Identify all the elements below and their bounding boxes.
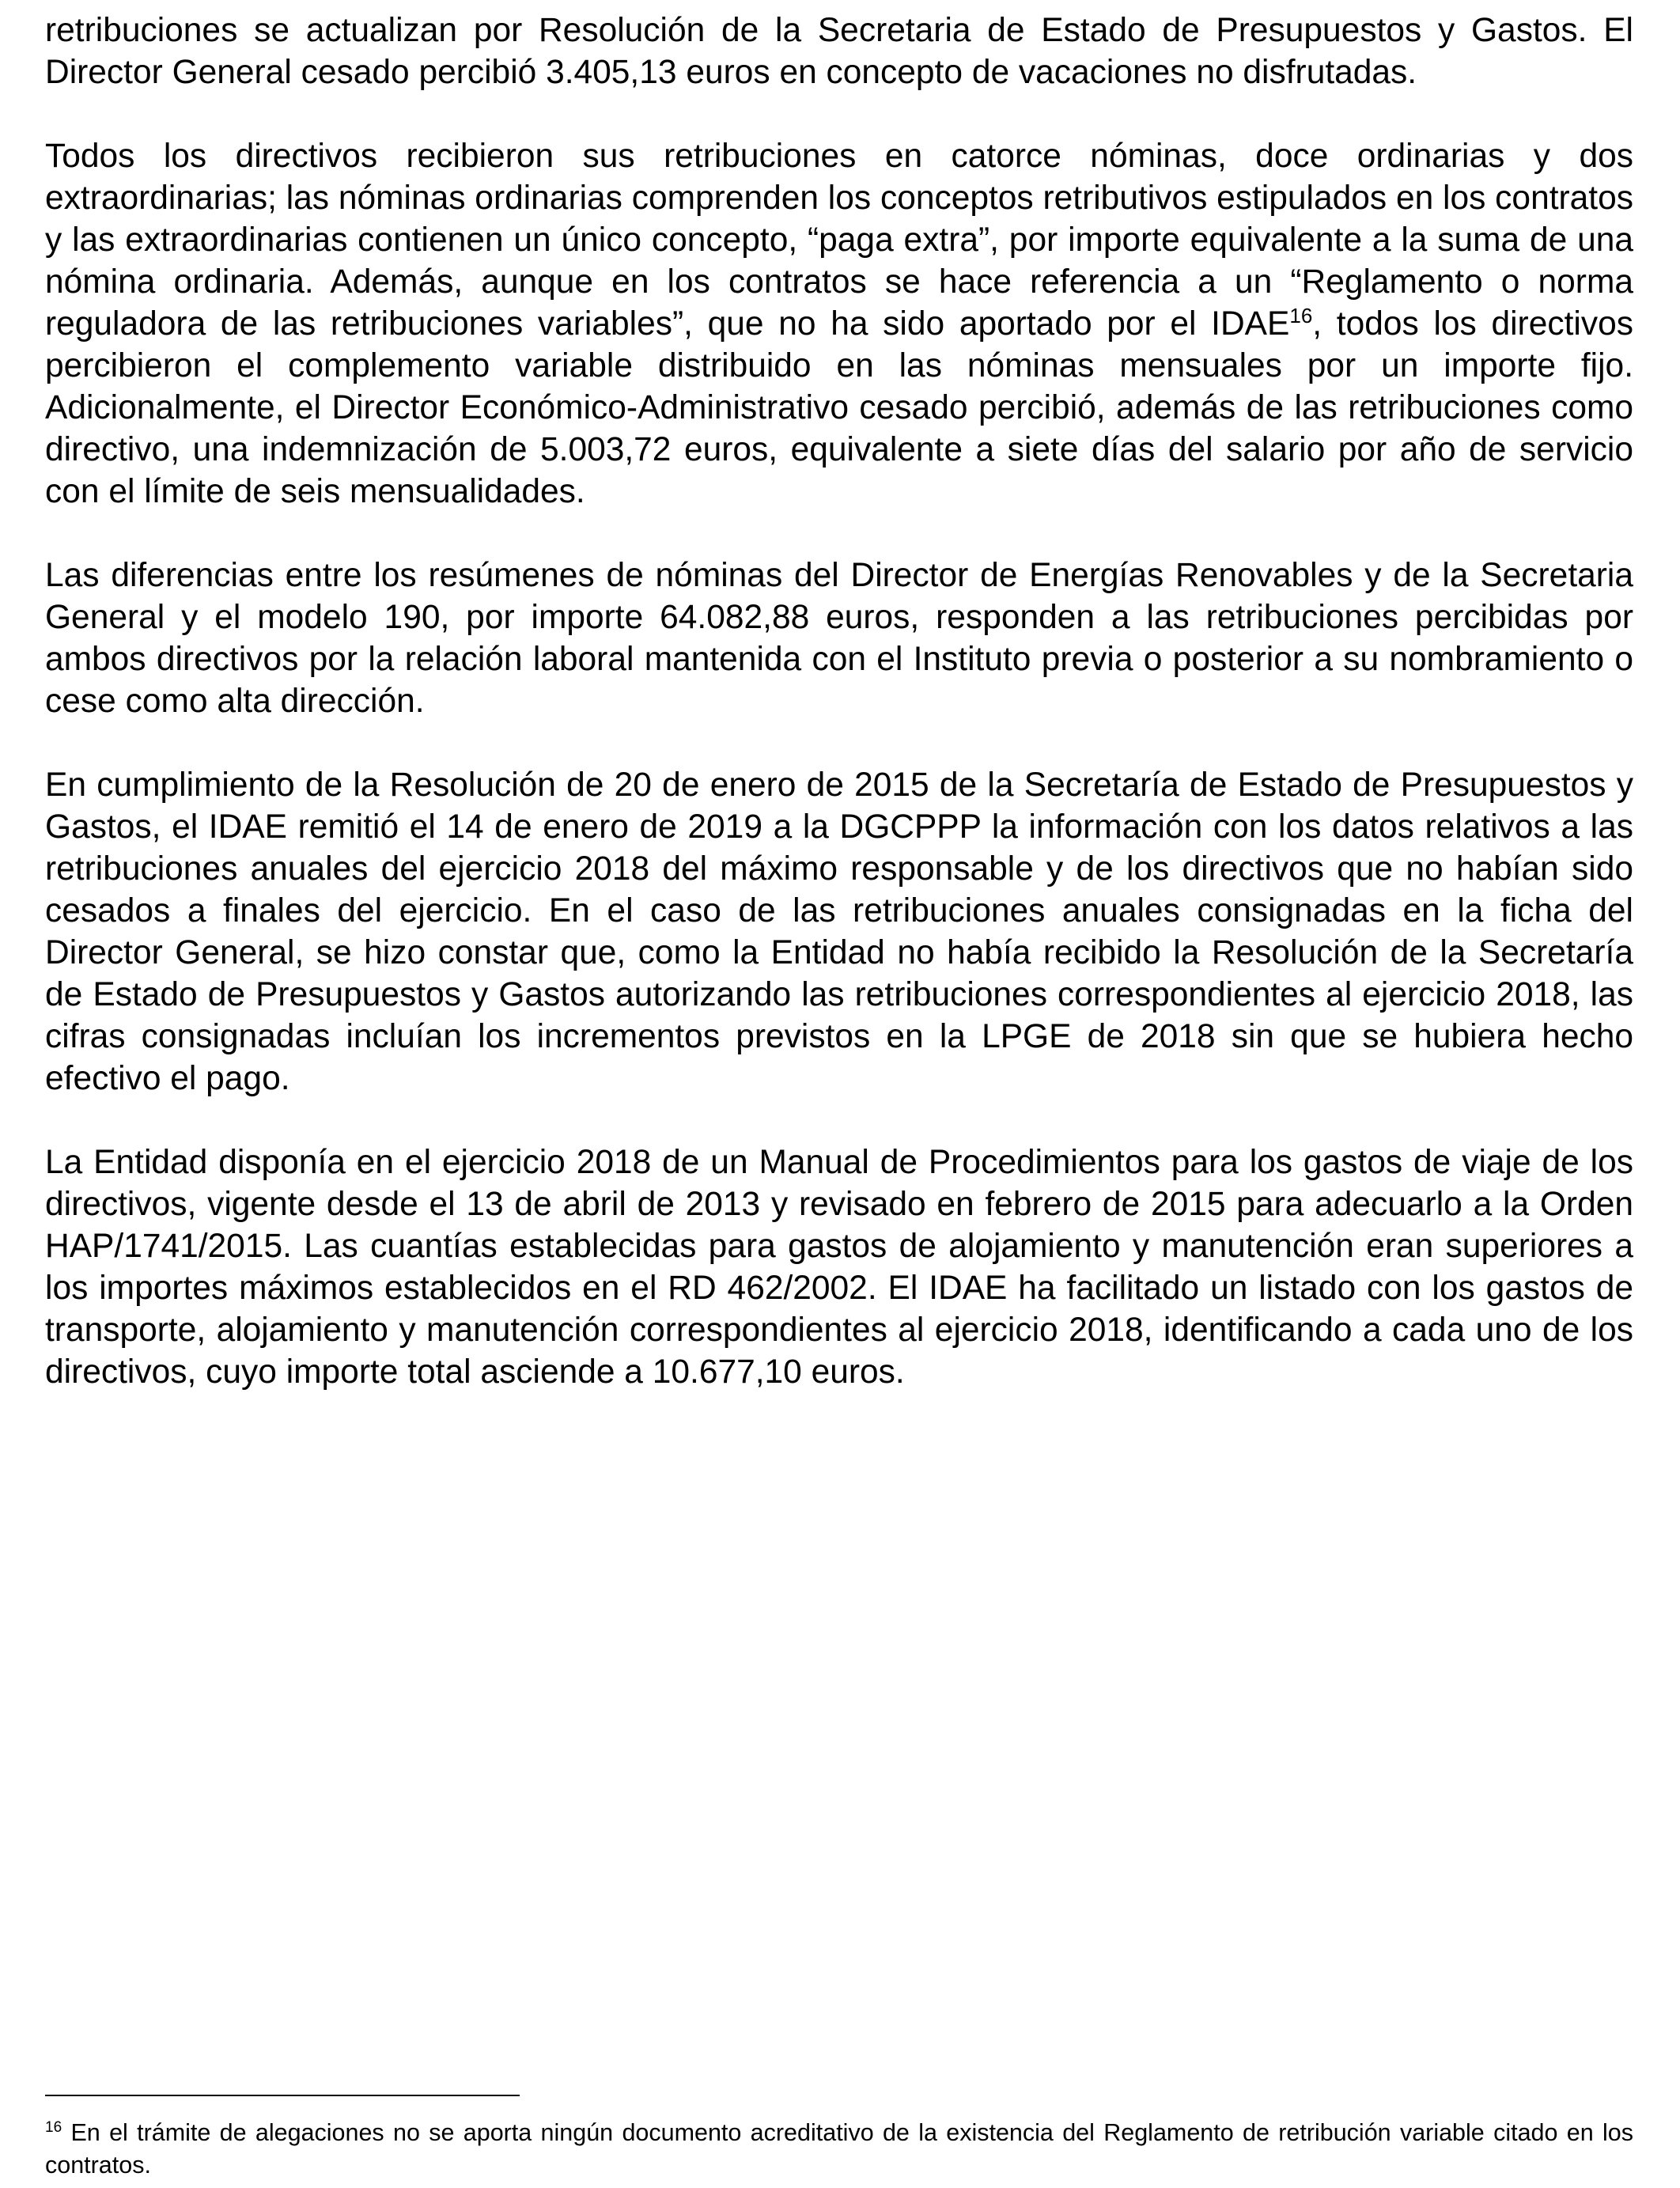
paragraph-1: retribuciones se actualizan por Resolución de la Secretaria de Estado de Presupuestos y Gastos. El Director General cesado percibió 3.405,13 euros en concepto de vacaciones no disfrutadas.	[45, 12, 1633, 91]
footnote-separator	[45, 2095, 520, 2096]
paragraph-2-text-start: Todos los directivos recibieron sus retribuciones en catorce nóminas, doce ordinarias y dos extraordinarias; las nóminas ordinarias comprenden los conceptos retributivos estipulados en los contratos y las extraordinarias contienen un único concepto, “paga extra”, por importe equivalente a la suma de una nómina ordinaria. Además, aunque en los contratos se hace referencia a un “Reglamento o norma reguladora de las retribuciones variables”, que no ha sido aportado por el IDAE	[45, 138, 1634, 343]
footnote-reference-16[interactable]: 16	[1289, 303, 1313, 327]
paragraph-2-text-end: , todos los directivos percibieron el complemento variable distribuido en las nóminas mensuales por un importe fijo. Adicionalmente, el Director Económico-Administrativo cesado percibió, además de las retribuciones como directivo, una indemnización de 5.003,72 euros, equivalente a siete días del salario por año de servicio con el límite de seis mensualidades.	[45, 305, 1633, 510]
paragraph-5: La Entidad disponía en el ejercicio 2018 de un Manual de Procedimientos para los gastos de viaje de los directivos, vigente desde el 13 de abril de 2013 y revisado en febrero de 2015 para adecuarlo a la Orden HAP/1741/2015. Las cuantías establecidas para gastos de alojamiento y manutención eran superiores a los importes máximos establecidos en el RD 462/2002. El IDAE ha facilitado un listado con los gastos de transporte, alojamiento y manutención correspondientes al ejercicio 2018, identificando a cada uno de los directivos, cuyo importe total asciende a 10.677,10 euros.	[45, 1144, 1633, 1391]
document-body	[45, 9, 1633, 1435]
footnote-text: En el trámite de alegaciones no se aporta ningún documento acreditativo de la existencia del Reglamento de retribución variable citado en los contratos.	[45, 2119, 1633, 2179]
footnote-number: 16	[45, 2118, 62, 2136]
footnote-16	[45, 2117, 1633, 2182]
paragraph-2	[45, 135, 1633, 513]
paragraph-4: En cumplimiento de la Resolución de 20 de enero de 2015 de la Secretaría de Estado de Presupuestos y Gastos, el IDAE remitió el 14 de enero de 2019 a la DGCPPP la información con los datos relativos a las retribuciones anuales del ejercicio 2018 del máximo responsable y de los directivos que no habían sido cesados a finales del ejercicio. En el caso de las retribuciones anuales consignadas en la ficha del Director General, se hizo constar que, como la Entidad no había recibido la Resolución de la Secretaría de Estado de Presupuestos y Gastos autorizando las retribuciones correspondientes al ejercicio 2018, las cifras consignadas incluían los incrementos previstos en la LPGE de 2018 sin que se hubiera hecho efectivo el pago.	[45, 767, 1633, 1097]
paragraph-3: Las diferencias entre los resúmenes de nóminas del Director de Energías Renovables y de la Secretaria General y el modelo 190, por importe 64.082,88 euros, responden a las retribuciones percibidas por ambos directivos por la relación laboral mantenida con el Instituto previa o posterior a su nombramiento o cese como alta dirección.	[45, 557, 1633, 720]
